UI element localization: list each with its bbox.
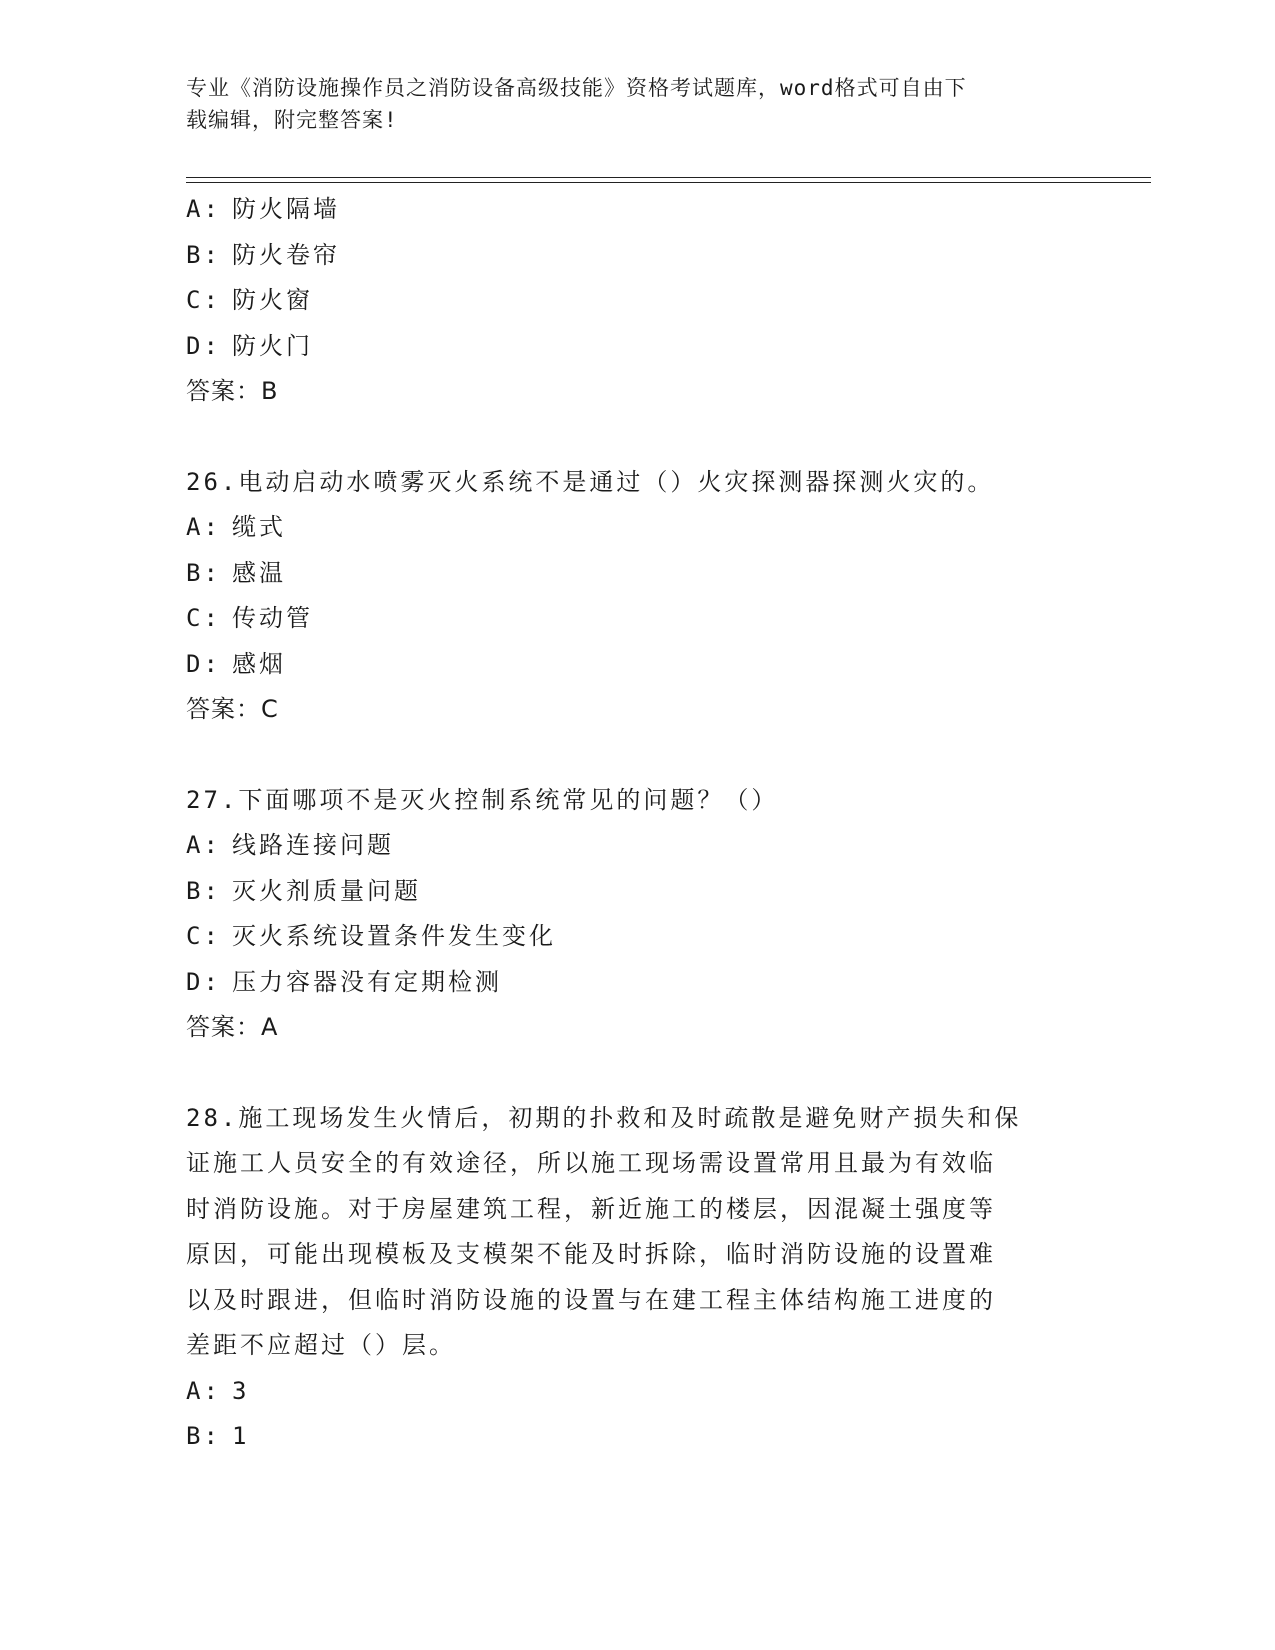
option-letter: A:	[186, 831, 221, 859]
option-c	[186, 914, 1086, 960]
option-b	[186, 1414, 1086, 1460]
question-stem: 26.电动启动水喷雾灭火系统不是通过（）火灾探测器探测火灾的。	[186, 467, 995, 496]
option-text: 防火窗	[232, 286, 313, 314]
option-letter: D:	[186, 649, 221, 678]
option-text: 防火门	[232, 331, 313, 360]
option-letter: C:	[186, 604, 221, 632]
option-letter: A:	[186, 1376, 221, 1405]
option-letter: B:	[186, 240, 221, 269]
option-text: 灭火系统设置条件发生变化	[232, 922, 556, 950]
option-a	[186, 505, 1086, 551]
header-line-1: 专业《消防设施操作员之消防设备高级技能》资格考试题库，word格式可自由下	[186, 76, 967, 100]
question-list	[186, 187, 1086, 1505]
question-stem-line: 时消防设施。对于房屋建筑工程，新近施工的楼层，因混凝土强度等	[186, 1194, 996, 1223]
question-stem: 27.下面哪项不是灭火控制系统常见的问题？（）	[186, 785, 779, 814]
question-stem-line: 证施工人员安全的有效途径，所以施工现场需设置常用且最为有效临	[186, 1149, 996, 1177]
option-d	[186, 642, 1086, 688]
question-stem-line: 原因，可能出现模板及支模架不能及时拆除，临时消防设施的设置难	[186, 1240, 996, 1268]
document-header	[186, 72, 1066, 136]
answer-line: 答案：C	[186, 695, 279, 723]
header-divider-bottom	[186, 182, 1151, 183]
option-text: 缆式	[232, 513, 286, 541]
option-c	[186, 278, 1086, 324]
option-text: 1	[232, 1422, 250, 1450]
option-text: 3	[232, 1376, 250, 1405]
option-letter: C:	[186, 286, 221, 314]
header-line-2: 载编辑，附完整答案!	[186, 108, 398, 132]
question-block-25	[186, 187, 1086, 415]
option-d	[186, 960, 1086, 1006]
option-letter: B:	[186, 558, 221, 587]
option-letter: A:	[186, 513, 221, 541]
option-b	[186, 551, 1086, 597]
option-letter: A:	[186, 195, 221, 223]
option-text: 感温	[232, 558, 286, 587]
question-block-28	[186, 1096, 1086, 1460]
option-letter: D:	[186, 331, 221, 360]
option-d	[186, 324, 1086, 370]
option-letter: C:	[186, 922, 221, 950]
option-text: 防火卷帘	[232, 240, 340, 269]
option-b	[186, 233, 1086, 279]
answer-line: 答案：B	[186, 377, 279, 405]
option-a	[186, 187, 1086, 233]
option-a	[186, 1369, 1086, 1415]
question-block-27	[186, 778, 1086, 1051]
question-stem-line: 差距不应超过（）层。	[186, 1331, 456, 1359]
question-block-26	[186, 460, 1086, 733]
option-c	[186, 596, 1086, 642]
header-divider-top	[186, 177, 1151, 178]
question-stem-line: 28.施工现场发生火情后，初期的扑救和及时疏散是避免财产损失和保	[186, 1103, 1022, 1132]
option-a	[186, 823, 1086, 869]
option-text: 灭火剂质量问题	[232, 876, 421, 905]
option-text: 防火隔墙	[232, 195, 340, 223]
option-text: 传动管	[232, 604, 313, 632]
option-letter: B:	[186, 1422, 221, 1450]
option-text: 线路连接问题	[232, 831, 394, 859]
answer-line: 答案：A	[186, 1013, 279, 1041]
option-text: 感烟	[232, 649, 286, 678]
option-b	[186, 869, 1086, 915]
option-letter: B:	[186, 876, 221, 905]
question-stem-line: 以及时跟进，但临时消防设施的设置与在建工程主体结构施工进度的	[186, 1285, 996, 1314]
option-letter: D:	[186, 967, 221, 996]
option-text: 压力容器没有定期检测	[232, 967, 502, 996]
